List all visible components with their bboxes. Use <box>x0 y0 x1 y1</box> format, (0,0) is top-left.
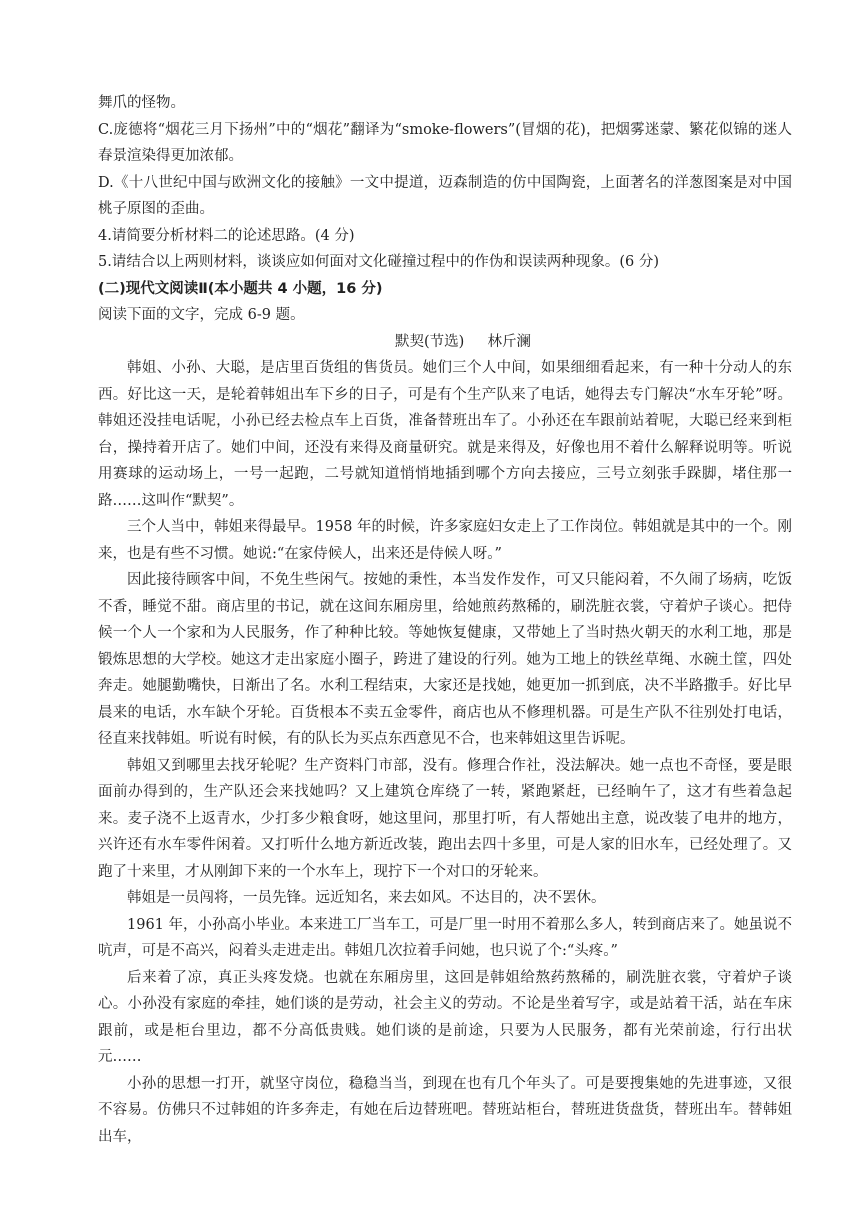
option-d: D.《十八世纪中国与欧洲文化的接触》一文中提道，迈森制造的仿中国陶瓷，上面著名的洋葱图案是对中国桃子原图的歪曲。 <box>98 174 792 217</box>
passage-title-line <box>98 329 792 356</box>
passage-paragraph: 韩姐是一员闯将，一员先锋。远近知名，来去如风。不达目的，决不罢休。 <box>127 890 606 906</box>
question-5: 5.请结合以上两则材料，谈谈应如何面对文化碰撞过程中的作伪和误读两种现象。(6 分) <box>98 254 659 270</box>
passage-paragraph: 小孙的思想一打开，就坚守岗位，稳稳当当，到现在也有几个年头了。可是要搜集她的先进事迹，又很不容易。仿佛只不过韩姐的许多奔走，有她在后边替班吧。替班站柜台，替班进货盘货，替班出车。替韩姐出车， <box>98 1075 792 1145</box>
section-heading: (二)现代文阅读Ⅱ(本小题共 4 小题，16 分) <box>98 280 383 297</box>
passage-paragraph: 韩姐、小孙、大聪，是店里百货组的售货员。她们三个人中间，如果细细看起来，有一种十分动人的东西。好比这一天，是轮着韩姐出车下乡的日子，可是有个生产队来了电话，她得去专门解决“水车牙轮”呀。韩姐还没挂电话呢，小孙已经去检点车上百货，准备替班出车了。小孙还在车跟前站着呢，大聪已经来到柜台，操持着开店了。她们中间，还没有来得及商量研究。就是来得及，好像也用不着什么解释说明等。听说用赛球的运动场上，一号一起跑，二号就知道悄悄地插到哪个方向去接应，三号立刻张手跺脚，堵住那一路……这叫作“默契”。 <box>98 360 792 509</box>
passage-author: 林斤澜 <box>487 333 531 350</box>
option-c: C.庞德将“烟花三月下扬州”中的“烟花”翻译为“smoke-flowers”(冒烟的花)，把烟雾迷蒙、繁花似锦的迷人春景渲染得更加浓郁。 <box>98 121 792 164</box>
passage-paragraph: 1961 年，小孙高小毕业。本来进工厂当车工，可是厂里一时用不着那么多人，转到商店来了。她虽说不吭声，可是不高兴，闷着头走进走出。韩姐几次拉着手问她，也只说了个:“头疼。” <box>98 916 793 959</box>
option-line-continuation: 舞爪的怪物。 <box>98 95 185 111</box>
question-4: 4.请简要分析材料二的论述思路。(4 分) <box>98 227 355 244</box>
passage-title: 默契(节选) <box>394 333 465 350</box>
passage-paragraph: 后来着了凉，真正头疼发烧。也就在东厢房里，这回是韩姐给熬药熬稀的，刷洗脏衣裳，守着炉子谈心。小孙没有家庭的牵挂，她们谈的是劳动，社会主义的劳动。不论是坐着写字，或是站着干活，站在车床跟前，或是柜台里边，都不分高低贵贱。她们谈的是前途，只要为人民服务，都有光荣前途，行行出状元…… <box>98 969 792 1065</box>
passage-paragraph: 三个人当中，韩姐来得最早。1958 年的时候，许多家庭妇女走上了工作岗位。韩姐就是其中的一个。刚来，也是有些不习惯。她说:“在家侍候人，出来还是侍候人呀。” <box>98 519 793 562</box>
passage-paragraph: 韩姐又到哪里去找牙轮呢？生产资料门市部，没有。修理合作社，没法解决。她一点也不奇怪，要是眼面前办得到的，生产队还会来找她吗？又上建筑仓库绕了一转，紧跑紧赶，已经晌午了，这才有些着急起来。麦子浇不上返青水，少打多少粮食呀，她这里问，那里打听，有人帮她出主意，说改装了电井的地方，兴许还有水车零件闲着。又打听什么地方新近改装，跑出去四十多里，可是人家的旧水车，已经处理了。又跑了十来里，才从刚卸下来的一个水车上，现拧下一个对口的牙轮来。 <box>98 757 792 880</box>
reading-instruction: 阅读下面的文字，完成 6-9 题。 <box>98 307 305 323</box>
passage-paragraph: 因此接待顾客中间，不免生些闲气。按她的秉性，本当发作发作，可又只能闷着，不久闹了场病，吃饭不香，睡觉不甜。商店里的书记，就在这间东厢房里，给她煎药熬稀的，刷洗脏衣裳，守着炉子谈心。把侍候一个人一个家和为人民服务，作了种种比较。等她恢复健康，又带她上了当时热火朝天的水利工地，那是锻炼思想的大学校。她这才走出家庭小圈子，跨进了建设的行列。她为工地上的铁丝草绳、水碗土筐，四处奔走。她腿勤嘴快，日渐出了名。水利工程结束，大家还是找她，她更加一抓到底，决不半路撒手。好比早晨来的电话，水车缺个牙轮。百货根本不卖五金零件，商店也从不修理机器。可是生产队不往别处打电话，径直来找韩姐。听说有时候，有的队长为买点东西意见不合，也来韩姐这里告诉呢。 <box>98 572 792 747</box>
